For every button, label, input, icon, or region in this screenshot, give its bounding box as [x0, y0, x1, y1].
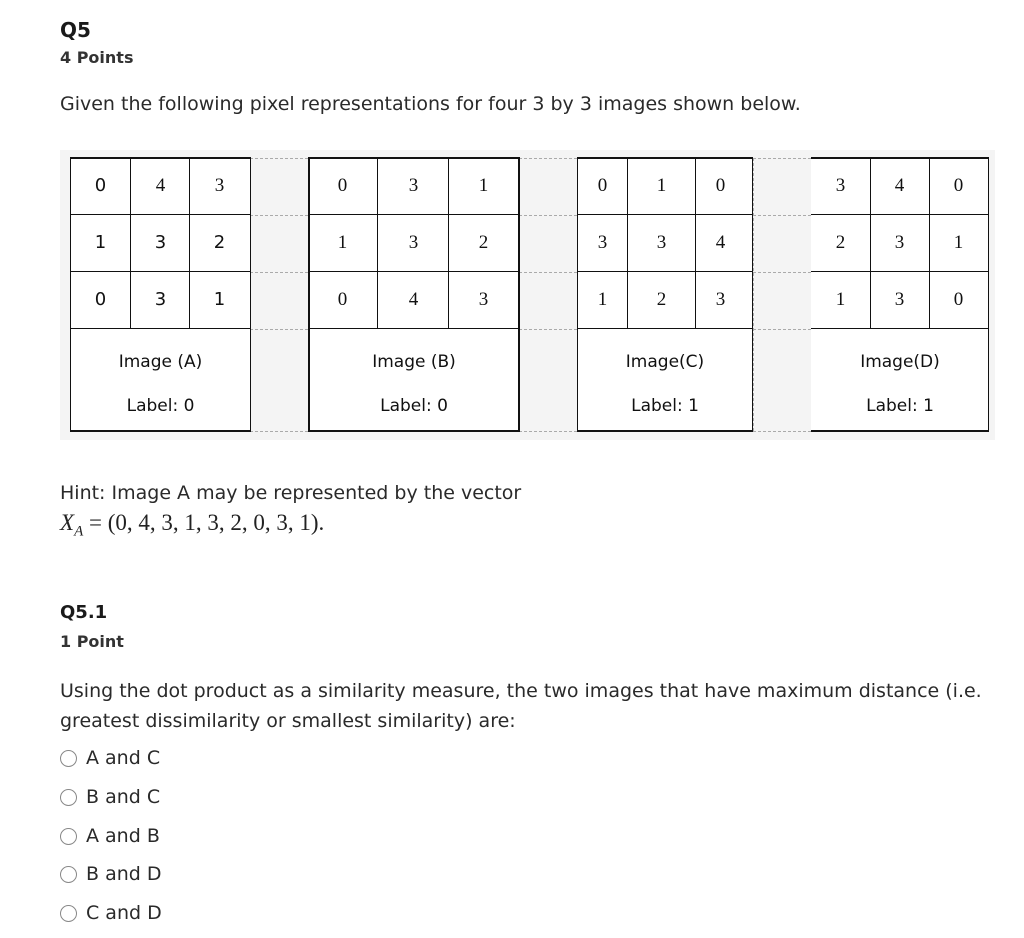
image-b-pixel: 0	[337, 288, 348, 310]
image-a-pixel: 3	[154, 232, 167, 253]
image-d-pixel: 0	[953, 288, 964, 310]
image-c-pixel: 3	[715, 288, 726, 310]
image-b-name: Image (B)	[372, 352, 456, 372]
image-c-pixel: 3	[597, 231, 608, 253]
image-d-pixel: 4	[894, 174, 905, 196]
subquestion-text: Using the dot product as a similarity measure, the two images that have maximum distance (i.e. greatest dissimilarity or smallest similarity) are:	[60, 680, 982, 732]
image-a-panel	[70, 157, 251, 432]
image-a-pixel: 3	[154, 289, 167, 310]
image-d-label: Label: 1	[866, 396, 934, 416]
image-a-pixel: 1	[94, 232, 107, 253]
image-d-pixel: 3	[835, 174, 846, 196]
image-c-label: Label: 1	[631, 396, 699, 416]
image-b-pixel: 4	[408, 288, 419, 310]
hint-vector-equation	[60, 510, 324, 541]
radio-button[interactable]	[60, 828, 77, 845]
option-label: C and D	[86, 902, 162, 924]
image-b-label: Label: 0	[380, 396, 448, 416]
hint-text: Hint: Image A may be represented by the vector	[60, 482, 522, 504]
image-c-name: Image(C)	[625, 352, 705, 372]
question-prompt: Given the following pixel representations for four 3 by 3 images shown below.	[60, 93, 801, 115]
image-a-pixel: 4	[155, 174, 166, 196]
option-label: A and B	[86, 825, 160, 847]
image-d-name: Image(D)	[860, 352, 940, 372]
image-c-pixel: 1	[656, 174, 667, 196]
image-b-pixel: 0	[337, 174, 348, 196]
image-a-pixel: 0	[94, 289, 107, 310]
vector-symbol: X	[60, 510, 75, 535]
radio-button[interactable]	[60, 905, 77, 922]
option-a-and-b[interactable]	[60, 825, 160, 847]
image-a-label: Label: 0	[126, 396, 195, 416]
image-c-pixel: 3	[656, 231, 667, 253]
subquestion-points: 1 Point	[60, 632, 124, 651]
image-d-pixel: 1	[953, 231, 964, 253]
option-b-and-d[interactable]	[60, 863, 162, 885]
pixel-images-figure	[60, 150, 995, 440]
image-a-name: Image (A)	[118, 352, 203, 372]
radio-button[interactable]	[60, 750, 77, 767]
image-a-pixel: 2	[213, 232, 226, 253]
subquestion-title: Q5.1	[60, 602, 108, 623]
image-b-panel	[308, 157, 520, 432]
vector-expression: = (0, 4, 3, 1, 3, 2, 0, 3, 1).	[83, 510, 325, 535]
image-b-pixel: 3	[408, 231, 419, 253]
image-c-panel	[577, 157, 753, 432]
image-d-pixel: 2	[835, 231, 846, 253]
image-d-pixel: 3	[894, 231, 905, 253]
image-a-pixel: 3	[214, 174, 225, 196]
image-d-pixel: 3	[894, 288, 905, 310]
image-d-pixel: 1	[835, 288, 846, 310]
option-a-and-c[interactable]	[60, 747, 160, 769]
image-d-pixel: 0	[953, 174, 964, 196]
option-label: B and D	[86, 863, 162, 885]
option-label: A and C	[86, 747, 161, 769]
image-d-panel	[811, 157, 989, 432]
radio-button[interactable]	[60, 866, 77, 883]
question-points: 4 Points	[60, 48, 134, 67]
option-c-and-d[interactable]	[60, 902, 162, 924]
question-title: Q5	[60, 18, 91, 42]
image-a-pixel: 0	[94, 175, 107, 196]
image-b-pixel: 1	[478, 174, 489, 196]
image-b-pixel: 3	[478, 288, 489, 310]
image-c-pixel: 4	[715, 231, 726, 253]
image-c-pixel: 1	[597, 288, 608, 310]
vector-subscript: A	[74, 523, 84, 540]
image-b-pixel: 1	[337, 231, 348, 253]
image-c-pixel: 0	[597, 174, 608, 196]
radio-button[interactable]	[60, 789, 77, 806]
image-a-pixel: 1	[213, 289, 226, 310]
image-c-pixel: 2	[656, 288, 667, 310]
image-c-pixel: 0	[715, 174, 726, 196]
image-b-pixel: 3	[408, 174, 419, 196]
option-label: B and C	[86, 786, 161, 808]
option-b-and-c[interactable]	[60, 786, 160, 808]
image-b-pixel: 2	[478, 231, 489, 253]
